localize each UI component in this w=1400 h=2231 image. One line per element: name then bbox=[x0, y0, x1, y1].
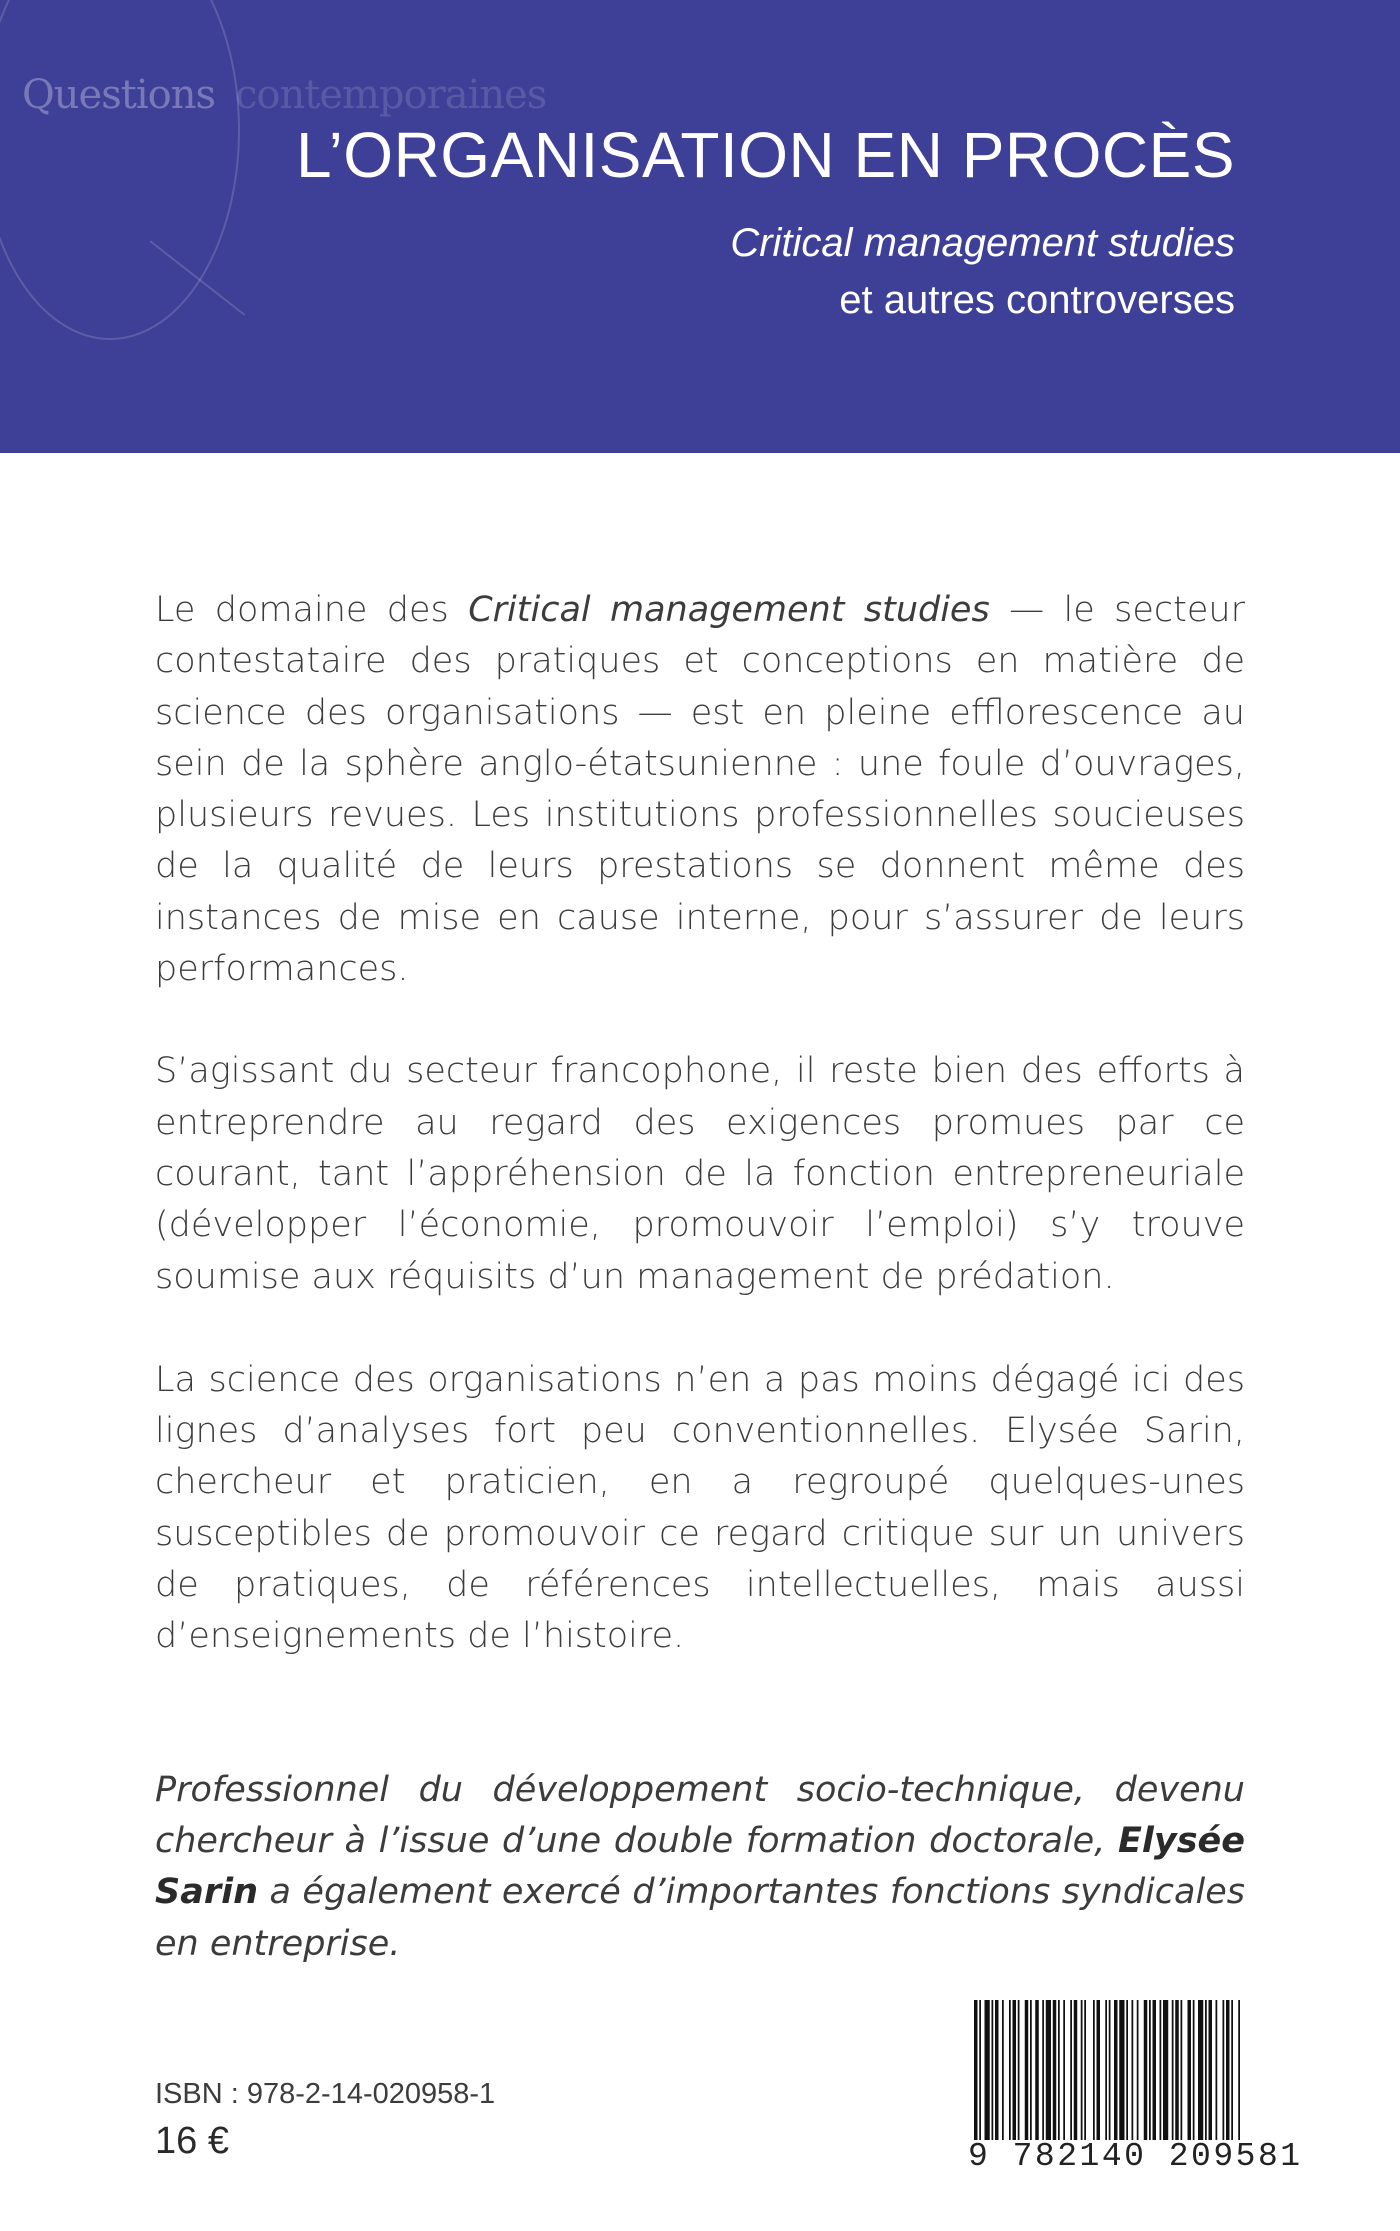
barcode-bar bbox=[1175, 2000, 1179, 2140]
author-bio-end: a également exercé d’importantes fonctions syndicales en entreprise. bbox=[155, 1872, 1245, 1964]
barcode-bar bbox=[1013, 2000, 1017, 2140]
series-name bbox=[22, 72, 546, 118]
barcode-bar bbox=[1002, 2000, 1004, 2140]
barcode-bar bbox=[992, 2000, 994, 2140]
barcode-bar bbox=[1081, 2000, 1083, 2140]
barcode-bar bbox=[1084, 2000, 1086, 2140]
barcode-bar bbox=[979, 2000, 981, 2140]
barcode-bar bbox=[1126, 2000, 1128, 2140]
barcode-digits: 9 782140 209581 bbox=[968, 2138, 1303, 2175]
author-bio-start: Professionnel du développement socio-technique, devenu chercheur à l’issue d’une double formation doctorale, bbox=[155, 1769, 1245, 1861]
barcode-bar bbox=[1226, 2000, 1230, 2140]
barcode-bar bbox=[1119, 2000, 1124, 2140]
barcode-bars-icon bbox=[974, 2000, 1240, 2140]
barcode-bar bbox=[1181, 2000, 1183, 2140]
barcode-bar bbox=[1053, 2000, 1057, 2140]
series-word-questions: Questions bbox=[22, 72, 215, 118]
barcode-bar bbox=[1163, 2000, 1168, 2140]
barcode-bar bbox=[1238, 2000, 1240, 2140]
barcode-bar bbox=[1223, 2000, 1225, 2140]
barcode-bar bbox=[1144, 2000, 1148, 2140]
barcode-bar bbox=[1172, 2000, 1174, 2140]
barcode-bar bbox=[1035, 2000, 1039, 2140]
subtitle-line-1: Critical management studies bbox=[730, 221, 1235, 265]
barcode-bar bbox=[1193, 2000, 1195, 2140]
subtitle-line-2: et autres controverses bbox=[839, 278, 1235, 322]
book-subtitle bbox=[730, 215, 1235, 329]
paragraph-2: S’agissant du secteur francophone, il reste bien des efforts à entreprendre au regard des exigences promues par ce courant, tant l’appréhension de la fonction entrepreneuriale (développer l’économie, promouvoir l’emploi) s’y trouve soumise aux réquisits d’un management de prédation. bbox=[155, 1051, 1245, 1297]
barcode-bar bbox=[1198, 2000, 1203, 2140]
cover-header bbox=[0, 0, 1400, 453]
barcode-bar bbox=[985, 2000, 990, 2140]
barcode-bar bbox=[1070, 2000, 1072, 2140]
barcode-bar bbox=[1097, 2000, 1101, 2140]
series-word-contemporaines: contemporaines bbox=[235, 72, 547, 118]
barcode-bar bbox=[1058, 2000, 1060, 2140]
series-logo-q-icon bbox=[0, 0, 240, 340]
paragraph-1-start: Le domaine des bbox=[155, 590, 469, 630]
barcode-bar bbox=[1009, 2000, 1011, 2140]
barcode-bar bbox=[1216, 2000, 1218, 2140]
paragraph-1-italic: Critical management studies bbox=[468, 590, 990, 630]
author-name: Elysée Sarin bbox=[155, 1820, 1245, 1913]
book-title: L’ORGANISATION EN PROCÈS bbox=[296, 119, 1235, 191]
price-label: 16 € bbox=[155, 2120, 229, 2162]
barcode-bar bbox=[1149, 2000, 1151, 2140]
barcode-bar bbox=[1046, 2000, 1051, 2140]
barcode-bar bbox=[1105, 2000, 1107, 2140]
barcode-bar bbox=[1114, 2000, 1118, 2140]
barcode-bar bbox=[1188, 2000, 1192, 2140]
barcode-bar bbox=[1153, 2000, 1157, 2140]
paragraph-3: La science des organisations n’en a pas moins dégagé ici des lignes d’analyses fort peu conventionnelles. Elysée Sarin, chercheur et praticien, en a regroupé quelques-unes susceptibles de promouvoir ce regard critique sur un univers de pratiques, de références intellectuelles, mais aussi d’enseignements de l’histoire. bbox=[155, 1359, 1245, 1657]
barcode-bar bbox=[974, 2000, 978, 2140]
barcode-bar bbox=[1042, 2000, 1044, 2140]
paragraph-1 bbox=[155, 585, 1245, 995]
barcode-bar bbox=[1025, 2000, 1029, 2140]
barcode-bar bbox=[1137, 2000, 1139, 2140]
author-bio bbox=[155, 1765, 1245, 1970]
barcode-bar bbox=[1093, 2000, 1095, 2140]
barcode-bar bbox=[1132, 2000, 1134, 2140]
barcode bbox=[968, 2000, 1303, 2185]
barcode-bar bbox=[1209, 2000, 1213, 2140]
barcode-bar bbox=[1231, 2000, 1233, 2140]
paragraph-1-rest: — le secteur contestataire des pratiques et conceptions en matière de science des organisations — est en pleine efflorescence au sein de la sphère anglo-étatsunienne : une foule d’ouvrages, plusieurs revues. Les institutions professionnelles soucieuses de la qualité de leurs prestations se donnent même des instances de mise en cause interne, pour s’assurer de leurs performances. bbox=[155, 590, 1245, 990]
barcode-bar bbox=[1074, 2000, 1078, 2140]
barcode-bar bbox=[995, 2000, 999, 2140]
barcode-bar bbox=[1109, 2000, 1111, 2140]
barcode-bar bbox=[1205, 2000, 1207, 2140]
barcode-bar bbox=[1160, 2000, 1162, 2140]
back-cover-text bbox=[155, 585, 1245, 2021]
barcode-bar bbox=[1063, 2000, 1065, 2140]
isbn-label: ISBN : 978-2-14-020958-1 bbox=[155, 2078, 496, 2110]
barcode-bar bbox=[1030, 2000, 1032, 2140]
barcode-bar bbox=[1018, 2000, 1020, 2140]
